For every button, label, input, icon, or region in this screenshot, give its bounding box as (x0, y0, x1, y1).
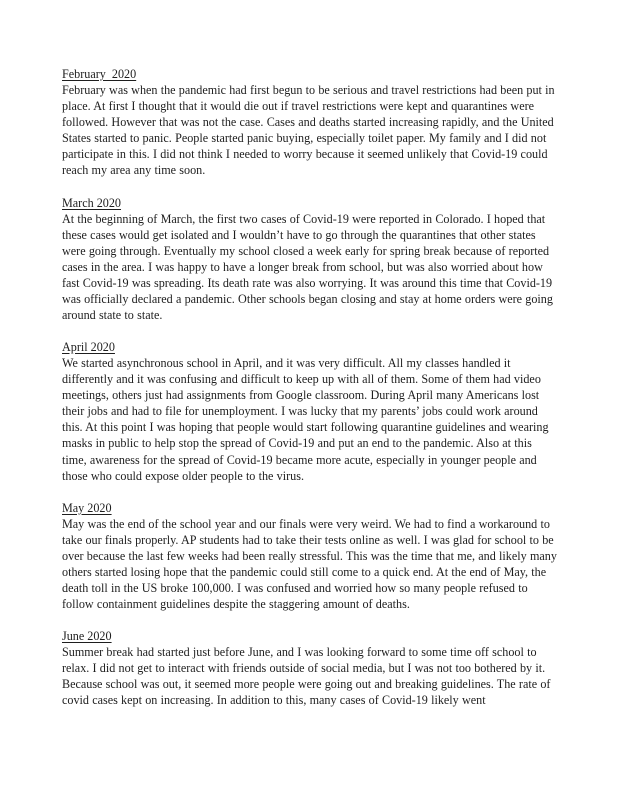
section-heading: May 2020 (62, 500, 112, 515)
section-may-2020 (62, 500, 558, 612)
section-heading: April 2020 (62, 340, 115, 355)
section-paragraph: February was when the pandemic had first begun to be serious and travel restrictions had been put in place. At first I thought that it would die out if travel restrictions were kept and quarantines were followed. However that was not the case. Cases and deaths started increasing rapidly, and the United States started to panic. People started panic buying, especially toilet paper. My family and I did not participate in this. I did not think I needed to worry because it seemed unlikely that Covid-19 could reach my area any time soon. (62, 83, 555, 178)
section-paragraph: We started asynchronous school in April, and it was very difficult. All my classes handled it differently and it was confusing and difficult to keep up with all of them. Some of them had video meetings, others just had assignments from Google classroom. During April many Americans lost their jobs and had to file for unemployment. I was lucky that my parents’ jobs could work around this. At this point I was hoping that people would start following quarantine guidelines and wearing masks in public to help stop the spread of Covid-19 and put an end to the pandemic. Also at this time, awareness for the spread of Covid-19 became more acute, especially in younger people and those who could expose older people to the virus. (62, 356, 549, 483)
section-paragraph: Summer break had started just before June, and I was looking forward to some time off school to relax. I did not get to interact with friends outside of social media, but I was not too bothered by it. Because school was out, it seemed more people were going out and breaking guidelines. The rate of covid cases kept on increasing. In addition to this, many cases of Covid-19 likely went (62, 645, 551, 708)
section-february-2020 (62, 66, 558, 178)
section-heading: June 2020 (62, 629, 112, 644)
section-heading: February 2020 (62, 67, 137, 81)
section-april-2020 (62, 339, 558, 484)
section-paragraph: May was the end of the school year and our finals were very weird. We had to find a workaround to take our finals properly. AP students had to take their tests online as well. I was glad for school to be over because the last few weeks had been really stressful. This was the time that me, and likely many others started losing hope that the pandemic could still come to a quick end. At the end of May, the death toll in the US broke 100,000. I was confused and worried how so many people refused to follow containment guidelines despite the staggering amount of deaths. (62, 516, 557, 612)
section-heading: March 2020 (62, 195, 122, 210)
section-march-2020 (62, 195, 558, 324)
section-june-2020 (62, 628, 558, 708)
document-text-block (62, 66, 558, 709)
section-paragraph: At the beginning of March, the first two cases of Covid-19 were reported in Colorado. I hoped that these cases would get isolated and I wouldn’t have to go through the quarantines that other states were going through. Eventually my school closed a week early for spring break because of reported cases in the area. I was happy to have a longer break from school, but was also worried about how fast Covid-19 was spreading. Its death rate was also worrying. It was around this time that Covid-19 was officially declared a pandemic. Other schools began closing and stay at home orders were going around state to state. (62, 211, 553, 322)
